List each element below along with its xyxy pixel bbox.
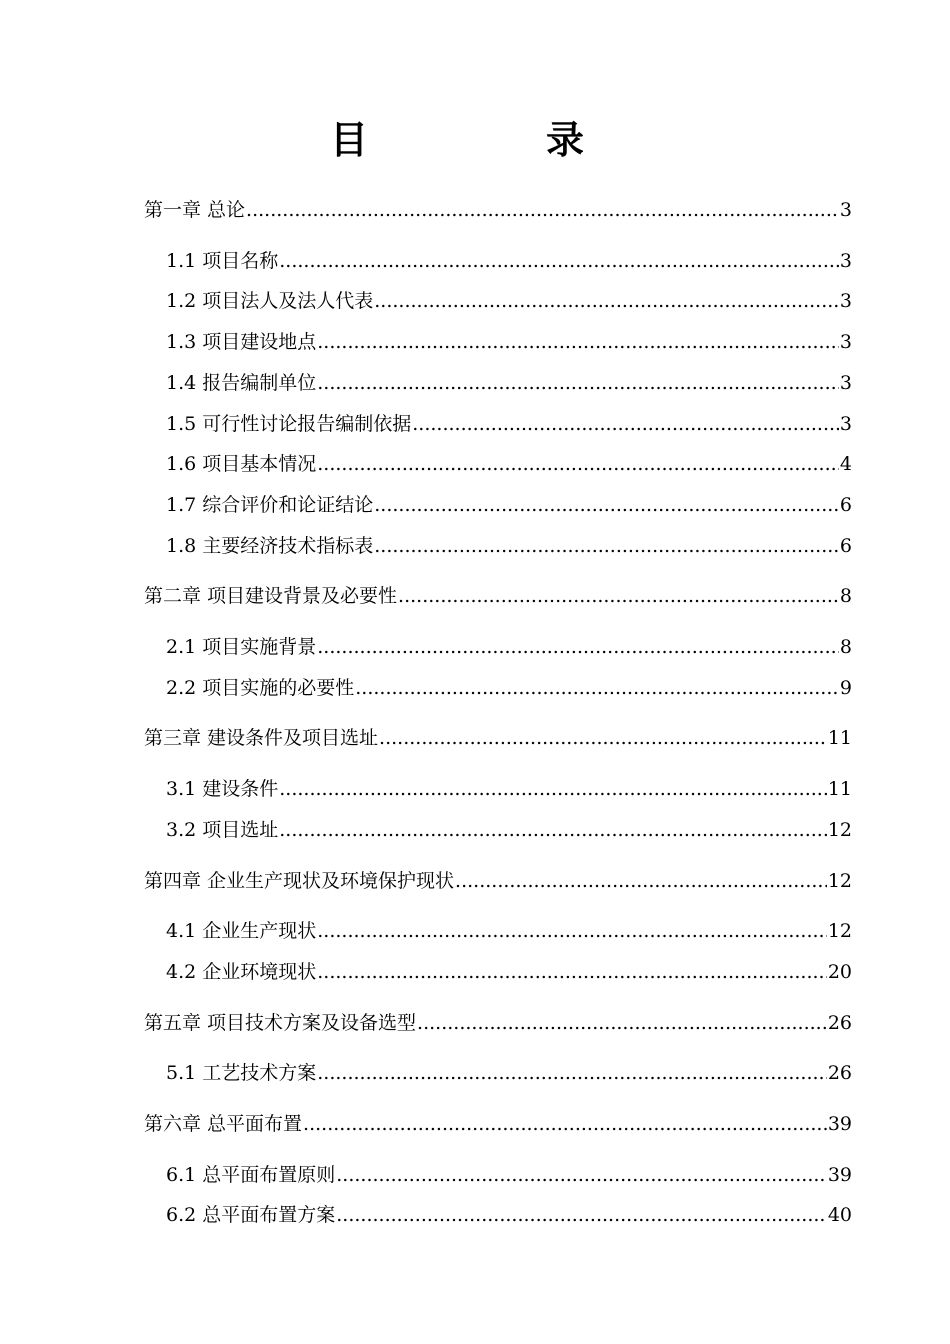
toc-entry-label: 1.8 主要经济技术指标表: [166, 534, 374, 557]
toc-entry[interactable]: [166, 409, 852, 439]
toc-entry-label: 2.2 项目实施的必要性: [166, 676, 355, 699]
toc-page-number: 9: [839, 676, 852, 699]
toc-dot-leader: [317, 327, 839, 357]
toc-page-number: 3: [839, 331, 852, 354]
toc-page-number: 12: [827, 869, 852, 892]
toc-page-number: 3: [839, 412, 852, 435]
toc-page-number: 11: [827, 778, 852, 801]
toc-entry[interactable]: [166, 632, 852, 662]
toc-page-number: 39: [827, 1163, 852, 1186]
toc-dot-leader: [317, 916, 827, 946]
toc-dot-leader: [355, 673, 839, 703]
toc-entry[interactable]: [144, 1008, 852, 1038]
toc-entry[interactable]: [166, 286, 852, 316]
toc-entry[interactable]: [166, 1160, 852, 1190]
toc-entry[interactable]: [144, 195, 852, 225]
toc-dot-leader: [317, 957, 827, 987]
toc-entry-label: 1.1 项目名称: [166, 249, 279, 272]
toc-page-number: 26: [827, 1062, 852, 1085]
toc-entry-label: 5.1 工艺技术方案: [166, 1062, 317, 1085]
toc-entry[interactable]: [166, 246, 852, 276]
toc-entry[interactable]: [166, 327, 852, 357]
toc-entry-label: 1.4 报告编制单位: [166, 371, 317, 394]
toc-entry-label: 第三章 建设条件及项目选址: [144, 727, 379, 750]
toc-entry-label: 6.2 总平面布置方案: [166, 1204, 336, 1227]
toc-page-number: 40: [827, 1204, 852, 1227]
toc-entry[interactable]: [166, 815, 852, 845]
toc-entry[interactable]: [166, 1058, 852, 1088]
toc-entry-label: 6.1 总平面布置原则: [166, 1163, 336, 1186]
toc-page-number: 3: [839, 199, 852, 221]
toc-entry[interactable]: [166, 774, 852, 804]
toc-dot-leader: [374, 286, 839, 316]
toc-entry-label: 3.2 项目选址: [166, 818, 279, 841]
toc-dot-leader: [412, 409, 839, 439]
toc-page-number: 39: [827, 1113, 852, 1135]
toc-entry[interactable]: [144, 1109, 852, 1139]
toc-page-number: 26: [827, 1011, 852, 1034]
toc-entry[interactable]: [166, 449, 852, 479]
toc-dot-leader: [317, 632, 839, 662]
toc-page-number: 8: [839, 636, 852, 658]
toc-entry-label: 1.6 项目基本情况: [166, 453, 317, 476]
toc-dot-leader: [279, 246, 839, 276]
toc-page-number: 3: [839, 290, 852, 313]
toc-dot-leader: [303, 1109, 827, 1139]
toc-entry[interactable]: [144, 723, 852, 753]
toc-page-number: 20: [827, 960, 852, 983]
toc-entry[interactable]: [166, 916, 852, 946]
toc-page-number: 12: [827, 818, 852, 841]
toc-title: 目 录: [329, 118, 654, 162]
toc-entry-label: 1.3 项目建设地点: [166, 331, 317, 354]
toc-page-number: 4: [839, 453, 852, 476]
toc-dot-leader: [279, 815, 827, 845]
toc-entry-label: 4.1 企业生产现状: [166, 920, 317, 943]
toc-page-number: 3: [839, 371, 852, 394]
toc-page-number: 6: [839, 534, 852, 557]
toc-dot-leader: [279, 774, 827, 804]
toc-entry[interactable]: [166, 957, 852, 987]
toc-entry-label: 1.7 综合评价和论证结论: [166, 493, 374, 516]
toc-entry[interactable]: [166, 1200, 852, 1230]
toc-entry-label: 第六章 总平面布置: [144, 1113, 303, 1135]
toc-page-number: 8: [839, 585, 852, 608]
toc-dot-leader: [374, 531, 839, 561]
toc-entry-label: 4.2 企业环境现状: [166, 960, 317, 983]
toc-page-number: 12: [827, 920, 852, 943]
toc-entry-label: 第四章 企业生产现状及环境保护现状: [144, 869, 455, 892]
toc-entry[interactable]: [166, 673, 852, 703]
toc-dot-leader: [317, 1058, 827, 1088]
toc-entry-label: 第五章 项目技术方案及设备选型: [144, 1011, 417, 1034]
toc-entry-label: 3.1 建设条件: [166, 778, 279, 801]
toc-entry[interactable]: [144, 581, 852, 611]
toc-entry-label: 第一章 总论: [144, 199, 246, 221]
toc-dot-leader: [379, 723, 827, 753]
toc-entry[interactable]: [144, 866, 852, 896]
toc-dot-leader: [336, 1200, 827, 1230]
toc-dot-leader: [455, 866, 827, 896]
toc-entry-label: 2.1 项目实施背景: [166, 636, 317, 658]
toc-entry[interactable]: [166, 490, 852, 520]
toc-page-number: 6: [839, 493, 852, 516]
toc-entry[interactable]: [166, 531, 852, 561]
toc-entry-label: 1.5 可行性讨论报告编制依据: [166, 412, 412, 435]
toc-page-number: 3: [839, 249, 852, 272]
toc-dot-leader: [417, 1008, 827, 1038]
toc-entry[interactable]: [166, 368, 852, 398]
toc-dot-leader: [246, 195, 839, 225]
toc-dot-leader: [398, 581, 839, 611]
toc-page-number: 11: [827, 727, 852, 750]
toc-dot-leader: [374, 490, 839, 520]
toc-entry-label: 1.2 项目法人及法人代表: [166, 290, 374, 313]
toc-dot-leader: [317, 368, 839, 398]
toc-entry-label: 第二章 项目建设背景及必要性: [144, 585, 398, 608]
toc-dot-leader: [336, 1160, 827, 1190]
toc-dot-leader: [317, 449, 839, 479]
